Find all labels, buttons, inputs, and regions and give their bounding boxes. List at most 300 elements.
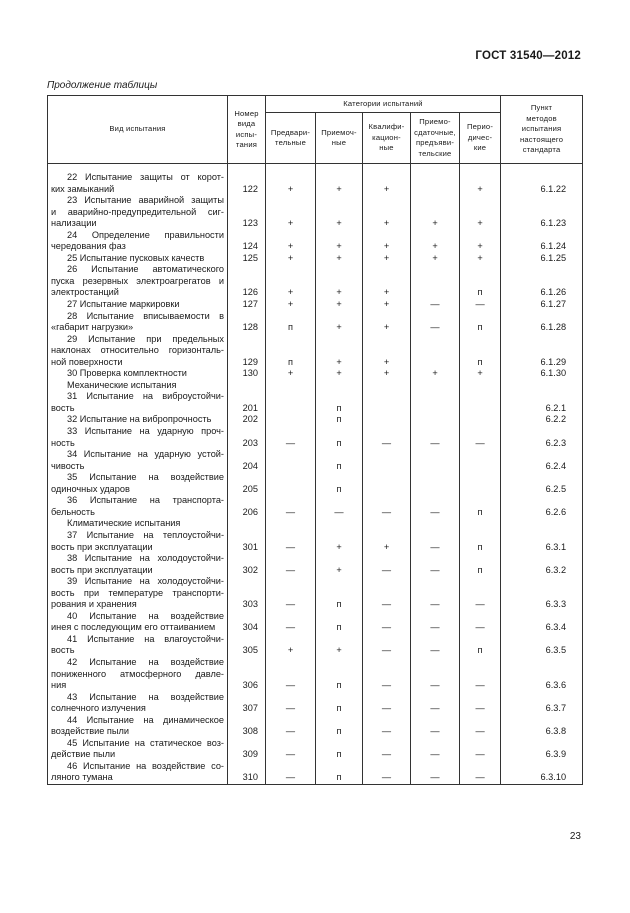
- category-periodic: [460, 345, 501, 357]
- category-delivery: [411, 414, 460, 426]
- method-clause: [501, 472, 583, 484]
- category-delivery: —: [411, 299, 460, 311]
- empty-cell: [411, 380, 460, 392]
- method-clause: 6.3.1: [501, 542, 583, 554]
- table-row: [48, 495, 583, 507]
- table-row: [48, 299, 583, 311]
- test-name-cell: [48, 414, 228, 426]
- category-qualification: [363, 230, 411, 242]
- category-preliminary: [266, 692, 316, 704]
- category-acceptance: +: [316, 299, 363, 311]
- test-name-cell: [48, 253, 228, 265]
- category-qualification: [363, 530, 411, 542]
- test-name-cell: [48, 588, 228, 600]
- category-qualification: —: [363, 565, 411, 577]
- category-delivery: [411, 738, 460, 750]
- test-number: 203: [228, 438, 266, 450]
- category-periodic: —: [460, 703, 501, 715]
- category-qualification: [363, 449, 411, 461]
- method-clause: 6.1.26: [501, 287, 583, 299]
- empty-cell: [501, 380, 583, 392]
- category-periodic: [460, 553, 501, 565]
- test-number: [228, 611, 266, 623]
- category-preliminary: [266, 611, 316, 623]
- test-name-line: бельность: [51, 506, 95, 517]
- category-preliminary: [266, 414, 316, 426]
- test-number: [228, 334, 266, 346]
- test-name-line: 40 Испытание на воздействие: [67, 610, 224, 621]
- category-qualification: +: [363, 184, 411, 196]
- category-acceptance: [316, 576, 363, 588]
- test-name-cell: [48, 264, 228, 276]
- header-line: ные: [379, 143, 394, 153]
- method-clause: [501, 634, 583, 646]
- category-delivery: [411, 495, 460, 507]
- test-name-cell: [48, 345, 228, 357]
- category-acceptance: [316, 611, 363, 623]
- test-name-line: 31 Испытание на виброустойчи-: [67, 391, 224, 402]
- category-preliminary: [266, 195, 316, 207]
- test-name-line: 43 Испытание на воздействие: [67, 691, 224, 702]
- method-clause: 6.3.9: [501, 749, 583, 761]
- category-acceptance: п: [316, 703, 363, 715]
- table-row: [48, 311, 583, 323]
- category-qualification: —: [363, 622, 411, 634]
- method-clause: [501, 449, 583, 461]
- test-name-cell: [48, 726, 228, 738]
- method-clause: 6.3.4: [501, 622, 583, 634]
- table-row: [48, 461, 583, 473]
- table-row: [48, 634, 583, 646]
- section-row: [48, 380, 583, 392]
- test-name-cell: [48, 426, 228, 438]
- test-name-cell: [48, 391, 228, 403]
- table-row: [48, 588, 583, 600]
- header-line: тельные: [274, 138, 307, 147]
- table-row: [48, 322, 583, 334]
- test-number: [228, 195, 266, 207]
- category-preliminary: [266, 484, 316, 496]
- category-acceptance: [316, 715, 363, 727]
- method-clause: [501, 738, 583, 750]
- category-periodic: —: [460, 622, 501, 634]
- category-preliminary: [266, 461, 316, 473]
- category-periodic: [460, 391, 501, 403]
- category-qualification: +: [363, 542, 411, 554]
- category-periodic: [460, 484, 501, 496]
- table-row: [48, 507, 583, 519]
- category-acceptance: [316, 553, 363, 565]
- empty-cell: [411, 518, 460, 530]
- category-preliminary: +: [266, 241, 316, 253]
- category-acceptance: +: [316, 287, 363, 299]
- category-preliminary: +: [266, 299, 316, 311]
- test-number: 307: [228, 703, 266, 715]
- test-number: [228, 669, 266, 681]
- category-preliminary: п: [266, 322, 316, 334]
- category-periodic: [460, 530, 501, 542]
- test-number: [228, 588, 266, 600]
- test-name-line: вость при температуре транспорти-: [51, 587, 224, 598]
- test-number: 305: [228, 645, 266, 657]
- test-name-cell: [48, 622, 228, 634]
- test-name-line: 41 Испытание на влагоустойчи-: [67, 633, 224, 644]
- method-clause: [501, 345, 583, 357]
- category-preliminary: [266, 276, 316, 288]
- test-number: [228, 472, 266, 484]
- category-periodic: [460, 611, 501, 623]
- method-clause: [501, 657, 583, 669]
- table-row: [48, 184, 583, 196]
- method-clause: 6.3.7: [501, 703, 583, 715]
- test-name-cell: [48, 576, 228, 588]
- category-preliminary: +: [266, 368, 316, 380]
- category-acceptance: [316, 311, 363, 323]
- method-clause: 6.1.28: [501, 322, 583, 334]
- category-qualification: +: [363, 357, 411, 369]
- test-number: 308: [228, 726, 266, 738]
- category-qualification: —: [363, 507, 411, 519]
- category-qualification: [363, 414, 411, 426]
- category-periodic: —: [460, 749, 501, 761]
- header-line: настоящего: [519, 134, 564, 144]
- test-name-line: 39 Испытание на холодоустойчи-: [67, 576, 224, 587]
- test-name-cell: [48, 184, 228, 196]
- test-name-cell: [48, 715, 228, 727]
- category-qualification: [363, 264, 411, 276]
- method-clause: 6.1.30: [501, 368, 583, 380]
- category-preliminary: [266, 334, 316, 346]
- category-preliminary: [266, 530, 316, 542]
- empty-cell: [228, 518, 266, 530]
- category-preliminary: +: [266, 645, 316, 657]
- test-name-line: 37 Испытание на теплоустойчи-: [67, 529, 224, 540]
- category-acceptance: [316, 495, 363, 507]
- test-number: 127: [228, 299, 266, 311]
- test-name-line: одиночных ударов: [51, 483, 130, 494]
- category-acceptance: п: [316, 726, 363, 738]
- test-name-cell: [48, 565, 228, 577]
- category-delivery: [411, 345, 460, 357]
- test-name-cell: [48, 287, 228, 299]
- method-clause: 6.3.5: [501, 645, 583, 657]
- test-name-cell: [48, 703, 228, 715]
- table-row: [48, 738, 583, 750]
- header-line: Приемоч-: [321, 127, 357, 137]
- category-delivery: [411, 164, 460, 184]
- category-delivery: [411, 195, 460, 207]
- category-delivery: [411, 357, 460, 369]
- tests-table-body: [48, 164, 583, 785]
- category-delivery: [411, 276, 460, 288]
- test-number: 310: [228, 772, 266, 784]
- test-name-line: воздействие пыли: [51, 726, 129, 737]
- category-preliminary: [266, 576, 316, 588]
- test-number: [228, 164, 266, 184]
- category-acceptance: [316, 588, 363, 600]
- category-periodic: [460, 207, 501, 219]
- category-periodic: п: [460, 507, 501, 519]
- method-clause: [501, 426, 583, 438]
- tests-table: [47, 95, 583, 785]
- test-number: [228, 207, 266, 219]
- category-periodic: п: [460, 565, 501, 577]
- table-row: [48, 426, 583, 438]
- category-delivery: [411, 230, 460, 242]
- category-preliminary: +: [266, 184, 316, 196]
- test-name-line: 34 Испытание на ударную устой-: [67, 449, 224, 460]
- table-row: [48, 195, 583, 207]
- test-name-line: 35 Испытание на воздействие: [67, 472, 224, 483]
- category-periodic: [460, 692, 501, 704]
- category-acceptance: [316, 472, 363, 484]
- category-periodic: [460, 657, 501, 669]
- category-delivery: [411, 692, 460, 704]
- table-row: [48, 368, 583, 380]
- category-delivery: [411, 472, 460, 484]
- category-periodic: —: [460, 772, 501, 784]
- category-qualification: +: [363, 322, 411, 334]
- test-number: 201: [228, 403, 266, 415]
- section-title-cell: [48, 518, 228, 530]
- category-delivery: —: [411, 772, 460, 784]
- table-row: [48, 565, 583, 577]
- method-clause: [501, 576, 583, 588]
- table-row: [48, 414, 583, 426]
- test-number: [228, 634, 266, 646]
- header-line: испытания: [521, 124, 562, 134]
- test-name-line: и аварийно-предупредительной сиг-: [51, 206, 224, 217]
- category-delivery: [411, 484, 460, 496]
- test-name-line: 28 Испытание вписываемости в: [67, 310, 224, 321]
- category-acceptance: [316, 738, 363, 750]
- test-name-cell: [48, 738, 228, 750]
- header-line: Пункт: [530, 103, 553, 113]
- test-name-line: 42 Испытание на воздействие: [67, 656, 224, 667]
- test-number: 206: [228, 507, 266, 519]
- category-acceptance: п: [316, 414, 363, 426]
- test-number: 302: [228, 565, 266, 577]
- test-name-line: 25 Испытание пусковых качеств: [67, 252, 205, 263]
- category-qualification: [363, 311, 411, 323]
- table-row: [48, 726, 583, 738]
- category-qualification: —: [363, 680, 411, 692]
- category-preliminary: [266, 472, 316, 484]
- header-line: ные: [331, 138, 347, 147]
- table-row: [48, 264, 583, 276]
- test-name-line: ляного тумана: [51, 772, 113, 783]
- category-preliminary: [266, 669, 316, 681]
- test-name-cell: [48, 634, 228, 646]
- table-row: [48, 761, 583, 773]
- header-category-acceptance: [316, 113, 363, 164]
- test-name-cell: [48, 461, 228, 473]
- test-name-cell: [48, 484, 228, 496]
- method-clause: 6.1.29: [501, 357, 583, 369]
- table-row: [48, 253, 583, 265]
- empty-cell: [266, 518, 316, 530]
- category-acceptance: +: [316, 357, 363, 369]
- method-clause: 6.2.1: [501, 403, 583, 415]
- test-name-line: инея с последующим его оттаиванием: [51, 622, 216, 633]
- test-number: [228, 761, 266, 773]
- category-periodic: +: [460, 184, 501, 196]
- header-line: Перио-: [466, 122, 494, 132]
- category-delivery: +: [411, 218, 460, 230]
- category-preliminary: [266, 449, 316, 461]
- test-name-cell: [48, 472, 228, 484]
- test-number: 126: [228, 287, 266, 299]
- category-preliminary: [266, 311, 316, 323]
- test-number: 130: [228, 368, 266, 380]
- category-delivery: —: [411, 680, 460, 692]
- test-name-line: рования и хранения: [51, 599, 137, 610]
- category-acceptance: п: [316, 772, 363, 784]
- category-qualification: +: [363, 299, 411, 311]
- test-number: 309: [228, 749, 266, 761]
- header-line: тания: [235, 140, 258, 149]
- header-test-type: Вид испытания: [48, 96, 228, 164]
- header-line: испы-: [235, 129, 258, 139]
- category-preliminary: [266, 657, 316, 669]
- test-number: [228, 449, 266, 461]
- category-qualification: [363, 391, 411, 403]
- test-name-line: ких замыканий: [51, 183, 115, 194]
- test-number: [228, 576, 266, 588]
- test-name-line: нализации: [51, 218, 97, 229]
- method-clause: [501, 334, 583, 346]
- test-name-cell: [48, 692, 228, 704]
- test-name-line: 45 Испытание на статическое воз-: [67, 737, 224, 748]
- category-acceptance: [316, 761, 363, 773]
- method-clause: 6.1.22: [501, 184, 583, 196]
- category-delivery: —: [411, 645, 460, 657]
- category-delivery: +: [411, 253, 460, 265]
- category-acceptance: +: [316, 645, 363, 657]
- category-delivery: [411, 530, 460, 542]
- method-clause: 6.1.24: [501, 241, 583, 253]
- category-qualification: [363, 495, 411, 507]
- category-qualification: [363, 761, 411, 773]
- table-row: [48, 576, 583, 588]
- table-row: [48, 622, 583, 634]
- section-title: Климатические испытания: [67, 518, 181, 529]
- category-preliminary: [266, 588, 316, 600]
- test-name-cell: [48, 599, 228, 611]
- table-row: [48, 715, 583, 727]
- test-number: 306: [228, 680, 266, 692]
- category-periodic: +: [460, 253, 501, 265]
- header-line: тельские: [418, 148, 452, 158]
- category-qualification: [363, 657, 411, 669]
- category-delivery: —: [411, 438, 460, 450]
- category-periodic: [460, 461, 501, 473]
- category-periodic: —: [460, 599, 501, 611]
- table-row: [48, 391, 583, 403]
- category-periodic: —: [460, 680, 501, 692]
- category-periodic: —: [460, 299, 501, 311]
- category-acceptance: [316, 391, 363, 403]
- test-name-cell: [48, 449, 228, 461]
- category-periodic: [460, 264, 501, 276]
- test-number: [228, 692, 266, 704]
- test-name-line: ния: [51, 680, 67, 691]
- test-name-cell: [48, 438, 228, 450]
- test-number: 304: [228, 622, 266, 634]
- category-delivery: [411, 576, 460, 588]
- table-row: [48, 276, 583, 288]
- category-acceptance: +: [316, 184, 363, 196]
- method-clause: [501, 264, 583, 276]
- test-name-cell: [48, 311, 228, 323]
- category-delivery: +: [411, 368, 460, 380]
- empty-cell: [460, 380, 501, 392]
- category-acceptance: —: [316, 507, 363, 519]
- category-acceptance: п: [316, 680, 363, 692]
- table-row: [48, 553, 583, 565]
- category-periodic: —: [460, 438, 501, 450]
- category-qualification: [363, 669, 411, 681]
- category-acceptance: +: [316, 218, 363, 230]
- method-clause: [501, 164, 583, 184]
- test-name-cell: [48, 761, 228, 773]
- test-name-line: 22 Испытание защиты от корот-: [67, 172, 224, 182]
- test-number: [228, 530, 266, 542]
- category-qualification: —: [363, 772, 411, 784]
- test-number: [228, 657, 266, 669]
- test-number: [228, 311, 266, 323]
- category-qualification: —: [363, 703, 411, 715]
- test-name-line: 36 Испытание на транспорта-: [67, 495, 224, 506]
- category-periodic: п: [460, 542, 501, 554]
- category-qualification: [363, 207, 411, 219]
- category-acceptance: [316, 195, 363, 207]
- category-periodic: [460, 715, 501, 727]
- empty-cell: [266, 380, 316, 392]
- test-name-line: действие пыли: [51, 749, 116, 760]
- category-acceptance: +: [316, 368, 363, 380]
- category-qualification: [363, 426, 411, 438]
- header-category-periodic: [460, 113, 501, 164]
- table-row: [48, 164, 583, 184]
- method-clause: [501, 207, 583, 219]
- category-preliminary: [266, 715, 316, 727]
- test-name-cell: [48, 553, 228, 565]
- category-delivery: [411, 403, 460, 415]
- method-clause: 6.3.6: [501, 680, 583, 692]
- header-line: Предвари-: [270, 127, 311, 137]
- test-name-cell: [48, 495, 228, 507]
- category-acceptance: [316, 426, 363, 438]
- test-name-cell: [48, 241, 228, 253]
- test-number: [228, 230, 266, 242]
- method-clause: [501, 553, 583, 565]
- method-clause: [501, 588, 583, 600]
- category-acceptance: [316, 692, 363, 704]
- table-row: [48, 438, 583, 450]
- test-number: 124: [228, 241, 266, 253]
- category-periodic: [460, 426, 501, 438]
- test-name-line: «габарит нагрузки»: [51, 322, 134, 333]
- method-clause: 6.3.2: [501, 565, 583, 577]
- test-name-cell: [48, 207, 228, 219]
- category-acceptance: +: [316, 565, 363, 577]
- table-row: [48, 703, 583, 715]
- category-delivery: —: [411, 749, 460, 761]
- table-row: [48, 334, 583, 346]
- test-name-cell: [48, 164, 228, 184]
- header-line: предъяви-: [415, 138, 455, 147]
